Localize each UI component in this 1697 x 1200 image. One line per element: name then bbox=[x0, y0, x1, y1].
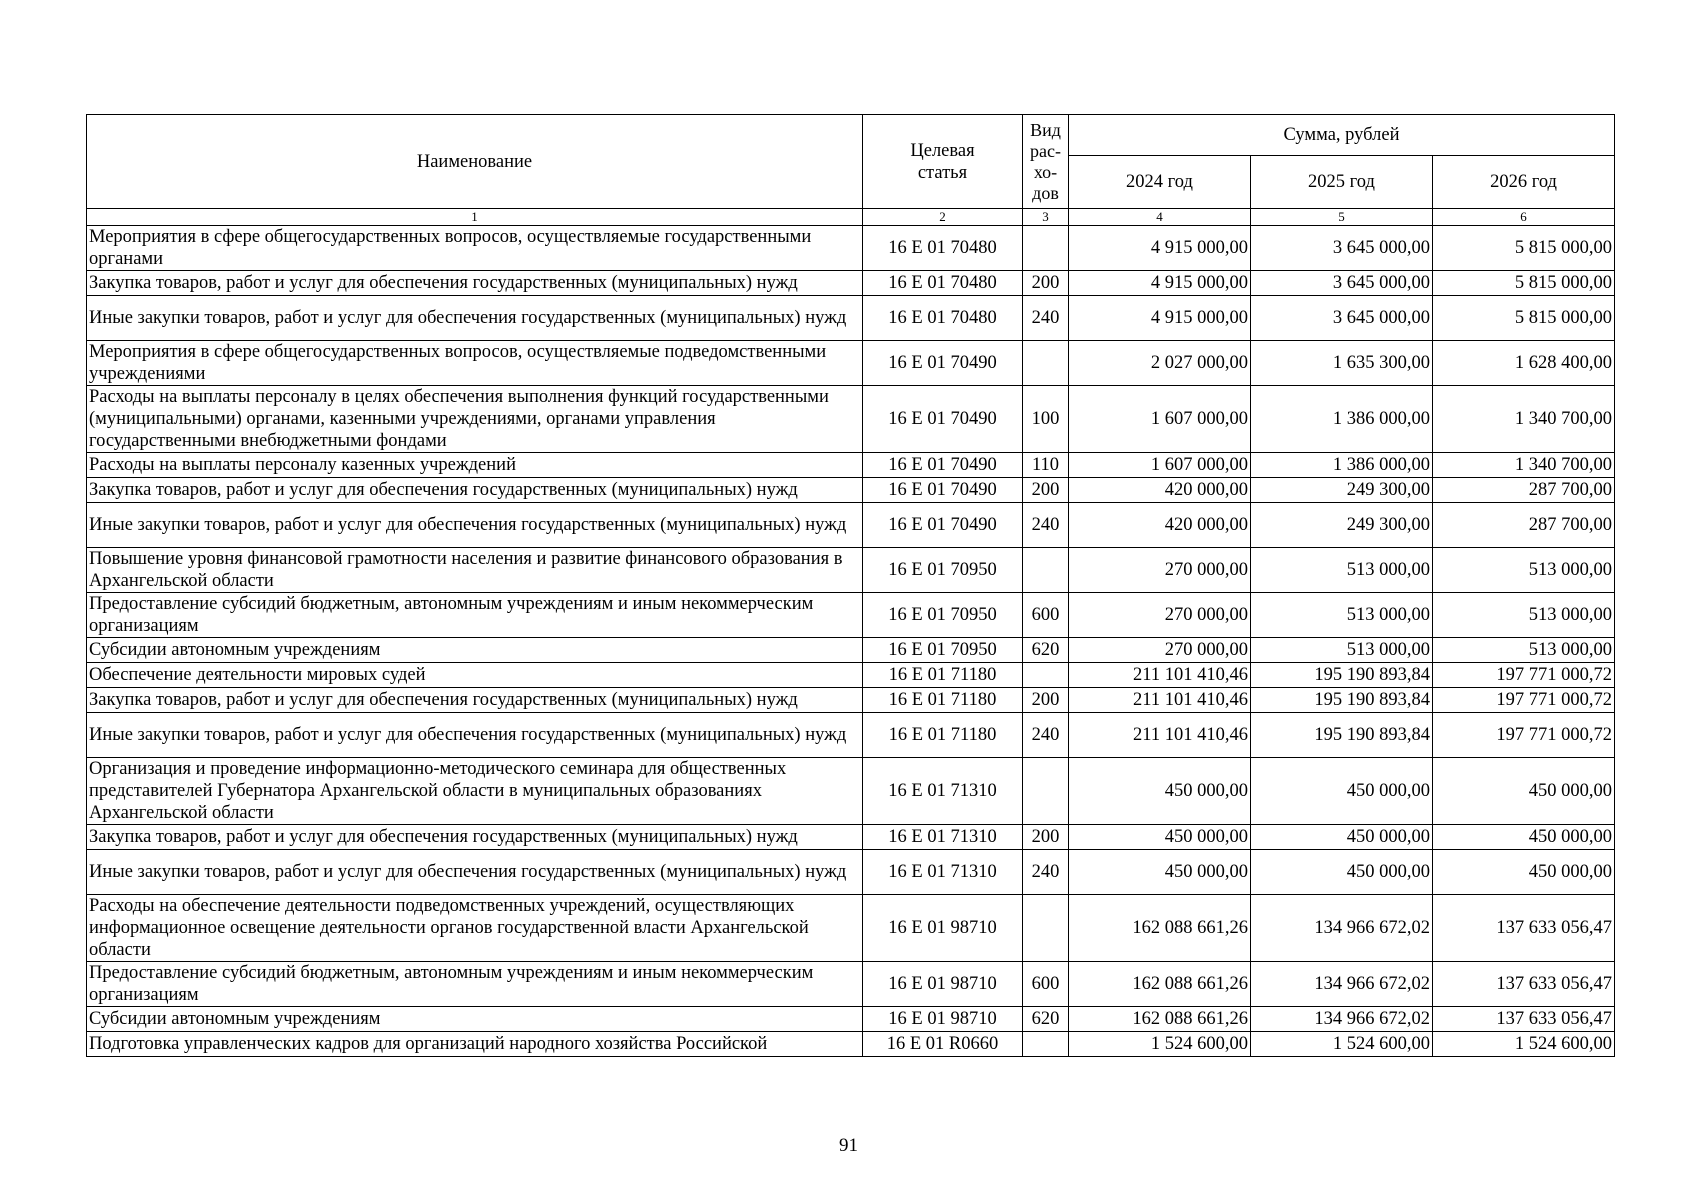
row-expense-type bbox=[1023, 663, 1069, 688]
page-number: 91 bbox=[839, 1135, 858, 1156]
row-target-article: 16 Е 01 70490 bbox=[863, 386, 1023, 453]
table-body bbox=[87, 226, 1615, 1057]
table-row bbox=[87, 503, 1615, 548]
row-sum-2025: 1 524 600,00 bbox=[1251, 1032, 1433, 1057]
row-sum-2024: 4 915 000,00 bbox=[1069, 296, 1251, 341]
row-sum-2025: 3 645 000,00 bbox=[1251, 296, 1433, 341]
row-sum-2024: 420 000,00 bbox=[1069, 478, 1251, 503]
budget-table bbox=[86, 114, 1615, 1057]
row-name: Расходы на обеспечение деятельности подведомственных учреждений, осуществляющих информационное освещение деятельности органов государственной власти Архангельской области bbox=[87, 895, 863, 962]
header-expense-type-text: Вид рас- хо- дов bbox=[1030, 119, 1061, 203]
row-sum-2024: 450 000,00 bbox=[1069, 758, 1251, 825]
row-sum-2024: 270 000,00 bbox=[1069, 548, 1251, 593]
row-sum-2024: 4 915 000,00 bbox=[1069, 226, 1251, 271]
row-sum-2024: 270 000,00 bbox=[1069, 638, 1251, 663]
row-name: Иные закупки товаров, работ и услуг для обеспечения государственных (муниципальных) нужд bbox=[87, 503, 863, 548]
header-expense-type bbox=[1023, 115, 1069, 209]
table-row bbox=[87, 296, 1615, 341]
row-name: Закупка товаров, работ и услуг для обеспечения государственных (муниципальных) нужд bbox=[87, 271, 863, 296]
row-expense-type: 200 bbox=[1023, 825, 1069, 850]
row-sum-2026: 513 000,00 bbox=[1433, 638, 1615, 663]
row-expense-type: 600 bbox=[1023, 962, 1069, 1007]
column-number: 6 bbox=[1433, 209, 1615, 226]
table-row bbox=[87, 758, 1615, 825]
table-row bbox=[87, 548, 1615, 593]
row-target-article: 16 Е 01 70480 bbox=[863, 271, 1023, 296]
row-target-article: 16 Е 01 71310 bbox=[863, 850, 1023, 895]
row-name: Закупка товаров, работ и услуг для обеспечения государственных (муниципальных) нужд bbox=[87, 825, 863, 850]
table-row bbox=[87, 453, 1615, 478]
row-expense-type: 620 bbox=[1023, 1007, 1069, 1032]
row-name: Иные закупки товаров, работ и услуг для обеспечения государственных (муниципальных) нужд bbox=[87, 296, 863, 341]
header-target-article-text: Целевая статья bbox=[910, 140, 975, 183]
header-name: Наименование bbox=[87, 115, 863, 209]
header-year-2025: 2025 год bbox=[1251, 156, 1433, 209]
row-name: Обеспечение деятельности мировых судей bbox=[87, 663, 863, 688]
row-target-article: 16 Е 01 71310 bbox=[863, 758, 1023, 825]
row-sum-2024: 211 101 410,46 bbox=[1069, 713, 1251, 758]
row-expense-type: 200 bbox=[1023, 271, 1069, 296]
column-number: 3 bbox=[1023, 209, 1069, 226]
row-name: Предоставление субсидий бюджетным, автономным учреждениям и иным некоммерческим организациям bbox=[87, 593, 863, 638]
row-expense-type bbox=[1023, 341, 1069, 386]
row-sum-2025: 3 645 000,00 bbox=[1251, 271, 1433, 296]
row-sum-2026: 1 340 700,00 bbox=[1433, 386, 1615, 453]
row-sum-2025: 195 190 893,84 bbox=[1251, 663, 1433, 688]
row-sum-2026: 5 815 000,00 bbox=[1433, 271, 1615, 296]
row-sum-2024: 420 000,00 bbox=[1069, 503, 1251, 548]
row-name: Расходы на выплаты персоналу казенных учреждений bbox=[87, 453, 863, 478]
row-name: Предоставление субсидий бюджетным, автономным учреждениям и иным некоммерческим организациям bbox=[87, 962, 863, 1007]
row-sum-2025: 513 000,00 bbox=[1251, 548, 1433, 593]
row-target-article: 16 Е 01 98710 bbox=[863, 895, 1023, 962]
row-sum-2026: 1 524 600,00 bbox=[1433, 1032, 1615, 1057]
row-target-article: 16 Е 01 71180 bbox=[863, 688, 1023, 713]
row-sum-2024: 162 088 661,26 bbox=[1069, 895, 1251, 962]
row-name: Закупка товаров, работ и услуг для обеспечения государственных (муниципальных) нужд bbox=[87, 688, 863, 713]
header-year-2024: 2024 год bbox=[1069, 156, 1251, 209]
row-target-article: 16 Е 01 71180 bbox=[863, 713, 1023, 758]
row-expense-type: 240 bbox=[1023, 850, 1069, 895]
row-target-article: 16 Е 01 70950 bbox=[863, 593, 1023, 638]
row-sum-2025: 513 000,00 bbox=[1251, 638, 1433, 663]
row-sum-2026: 1 340 700,00 bbox=[1433, 453, 1615, 478]
row-sum-2025: 450 000,00 bbox=[1251, 850, 1433, 895]
row-sum-2025: 1 635 300,00 bbox=[1251, 341, 1433, 386]
row-sum-2024: 270 000,00 bbox=[1069, 593, 1251, 638]
row-sum-2025: 249 300,00 bbox=[1251, 503, 1433, 548]
row-name: Иные закупки товаров, работ и услуг для обеспечения государственных (муниципальных) нужд bbox=[87, 713, 863, 758]
row-target-article: 16 Е 01 70490 bbox=[863, 478, 1023, 503]
row-sum-2025: 1 386 000,00 bbox=[1251, 453, 1433, 478]
table-row bbox=[87, 1032, 1615, 1057]
table-row bbox=[87, 226, 1615, 271]
row-sum-2026: 1 628 400,00 bbox=[1433, 341, 1615, 386]
row-expense-type: 240 bbox=[1023, 503, 1069, 548]
row-sum-2025: 195 190 893,84 bbox=[1251, 713, 1433, 758]
row-expense-type bbox=[1023, 1032, 1069, 1057]
row-name: Мероприятия в сфере общегосударственных вопросов, осуществляемые государственными органами bbox=[87, 226, 863, 271]
table-row bbox=[87, 1007, 1615, 1032]
row-sum-2026: 137 633 056,47 bbox=[1433, 895, 1615, 962]
row-sum-2024: 4 915 000,00 bbox=[1069, 271, 1251, 296]
row-expense-type bbox=[1023, 895, 1069, 962]
row-sum-2024: 450 000,00 bbox=[1069, 850, 1251, 895]
table-row bbox=[87, 663, 1615, 688]
table-row bbox=[87, 962, 1615, 1007]
table-row bbox=[87, 593, 1615, 638]
header-year-2026: 2026 год bbox=[1433, 156, 1615, 209]
row-name: Подготовка управленческих кадров для организаций народного хозяйства Российской bbox=[87, 1032, 863, 1057]
row-target-article: 16 Е 01 71310 bbox=[863, 825, 1023, 850]
row-sum-2026: 137 633 056,47 bbox=[1433, 962, 1615, 1007]
row-name: Субсидии автономным учреждениям bbox=[87, 1007, 863, 1032]
row-sum-2026: 450 000,00 bbox=[1433, 758, 1615, 825]
row-target-article: 16 Е 01 98710 bbox=[863, 1007, 1023, 1032]
row-sum-2024: 211 101 410,46 bbox=[1069, 688, 1251, 713]
row-name: Субсидии автономным учреждениям bbox=[87, 638, 863, 663]
row-sum-2024: 2 027 000,00 bbox=[1069, 341, 1251, 386]
row-sum-2025: 450 000,00 bbox=[1251, 758, 1433, 825]
row-target-article: 16 Е 01 70490 bbox=[863, 453, 1023, 478]
row-sum-2026: 197 771 000,72 bbox=[1433, 713, 1615, 758]
row-sum-2024: 211 101 410,46 bbox=[1069, 663, 1251, 688]
row-target-article: 16 Е 01 R0660 bbox=[863, 1032, 1023, 1057]
row-expense-type: 100 bbox=[1023, 386, 1069, 453]
table-row bbox=[87, 688, 1615, 713]
row-sum-2025: 513 000,00 bbox=[1251, 593, 1433, 638]
table-row bbox=[87, 713, 1615, 758]
row-expense-type: 620 bbox=[1023, 638, 1069, 663]
row-sum-2025: 134 966 672,02 bbox=[1251, 962, 1433, 1007]
row-sum-2026: 287 700,00 bbox=[1433, 503, 1615, 548]
row-name: Закупка товаров, работ и услуг для обеспечения государственных (муниципальных) нужд bbox=[87, 478, 863, 503]
row-sum-2025: 450 000,00 bbox=[1251, 825, 1433, 850]
table-row bbox=[87, 271, 1615, 296]
row-name: Мероприятия в сфере общегосударственных вопросов, осуществляемые подведомственными учреждениями bbox=[87, 341, 863, 386]
column-number: 4 bbox=[1069, 209, 1251, 226]
row-sum-2025: 249 300,00 bbox=[1251, 478, 1433, 503]
row-sum-2025: 134 966 672,02 bbox=[1251, 895, 1433, 962]
row-expense-type: 240 bbox=[1023, 296, 1069, 341]
row-name: Расходы на выплаты персоналу в целях обеспечения выполнения функций государственными (муниципальными) органами, казенными учреждениями, органами управления государственными внебюджетными фондами bbox=[87, 386, 863, 453]
row-sum-2024: 162 088 661,26 bbox=[1069, 1007, 1251, 1032]
row-sum-2024: 1 607 000,00 bbox=[1069, 386, 1251, 453]
row-sum-2026: 5 815 000,00 bbox=[1433, 226, 1615, 271]
table-row bbox=[87, 850, 1615, 895]
row-target-article: 16 Е 01 71180 bbox=[863, 663, 1023, 688]
row-target-article: 16 Е 01 70480 bbox=[863, 296, 1023, 341]
column-number: 1 bbox=[87, 209, 863, 226]
table-row bbox=[87, 825, 1615, 850]
table-row bbox=[87, 895, 1615, 962]
row-target-article: 16 Е 01 70950 bbox=[863, 548, 1023, 593]
table-row bbox=[87, 638, 1615, 663]
header-target-article bbox=[863, 115, 1023, 209]
row-sum-2026: 5 815 000,00 bbox=[1433, 296, 1615, 341]
row-sum-2024: 1 524 600,00 bbox=[1069, 1032, 1251, 1057]
row-sum-2026: 450 000,00 bbox=[1433, 825, 1615, 850]
table-row bbox=[87, 478, 1615, 503]
row-sum-2026: 513 000,00 bbox=[1433, 593, 1615, 638]
row-expense-type bbox=[1023, 548, 1069, 593]
table-row bbox=[87, 386, 1615, 453]
row-sum-2026: 450 000,00 bbox=[1433, 850, 1615, 895]
row-expense-type: 240 bbox=[1023, 713, 1069, 758]
row-name: Иные закупки товаров, работ и услуг для обеспечения государственных (муниципальных) нужд bbox=[87, 850, 863, 895]
row-target-article: 16 Е 01 98710 bbox=[863, 962, 1023, 1007]
row-sum-2026: 513 000,00 bbox=[1433, 548, 1615, 593]
row-expense-type: 200 bbox=[1023, 478, 1069, 503]
row-expense-type: 200 bbox=[1023, 688, 1069, 713]
column-numbers-row bbox=[87, 209, 1615, 226]
row-sum-2025: 195 190 893,84 bbox=[1251, 688, 1433, 713]
column-number: 5 bbox=[1251, 209, 1433, 226]
row-expense-type bbox=[1023, 758, 1069, 825]
row-sum-2025: 1 386 000,00 bbox=[1251, 386, 1433, 453]
row-target-article: 16 Е 01 70490 bbox=[863, 503, 1023, 548]
row-name: Повышение уровня финансовой грамотности населения и развитие финансового образования в Архангельской области bbox=[87, 548, 863, 593]
row-expense-type bbox=[1023, 226, 1069, 271]
row-sum-2025: 134 966 672,02 bbox=[1251, 1007, 1433, 1032]
row-target-article: 16 Е 01 70490 bbox=[863, 341, 1023, 386]
row-expense-type: 600 bbox=[1023, 593, 1069, 638]
row-target-article: 16 Е 01 70480 bbox=[863, 226, 1023, 271]
row-sum-2026: 197 771 000,72 bbox=[1433, 663, 1615, 688]
row-sum-2025: 3 645 000,00 bbox=[1251, 226, 1433, 271]
row-sum-2026: 137 633 056,47 bbox=[1433, 1007, 1615, 1032]
row-sum-2026: 197 771 000,72 bbox=[1433, 688, 1615, 713]
table-row bbox=[87, 341, 1615, 386]
row-sum-2024: 162 088 661,26 bbox=[1069, 962, 1251, 1007]
row-sum-2024: 450 000,00 bbox=[1069, 825, 1251, 850]
header-sum: Сумма, рублей bbox=[1069, 115, 1615, 156]
row-sum-2024: 1 607 000,00 bbox=[1069, 453, 1251, 478]
row-name: Организация и проведение информационно-методического семинара для общественных представителей Губернатора Архангельской области в муниципальных образованиях Архангельской области bbox=[87, 758, 863, 825]
row-expense-type: 110 bbox=[1023, 453, 1069, 478]
column-number: 2 bbox=[863, 209, 1023, 226]
row-sum-2026: 287 700,00 bbox=[1433, 478, 1615, 503]
row-target-article: 16 Е 01 70950 bbox=[863, 638, 1023, 663]
